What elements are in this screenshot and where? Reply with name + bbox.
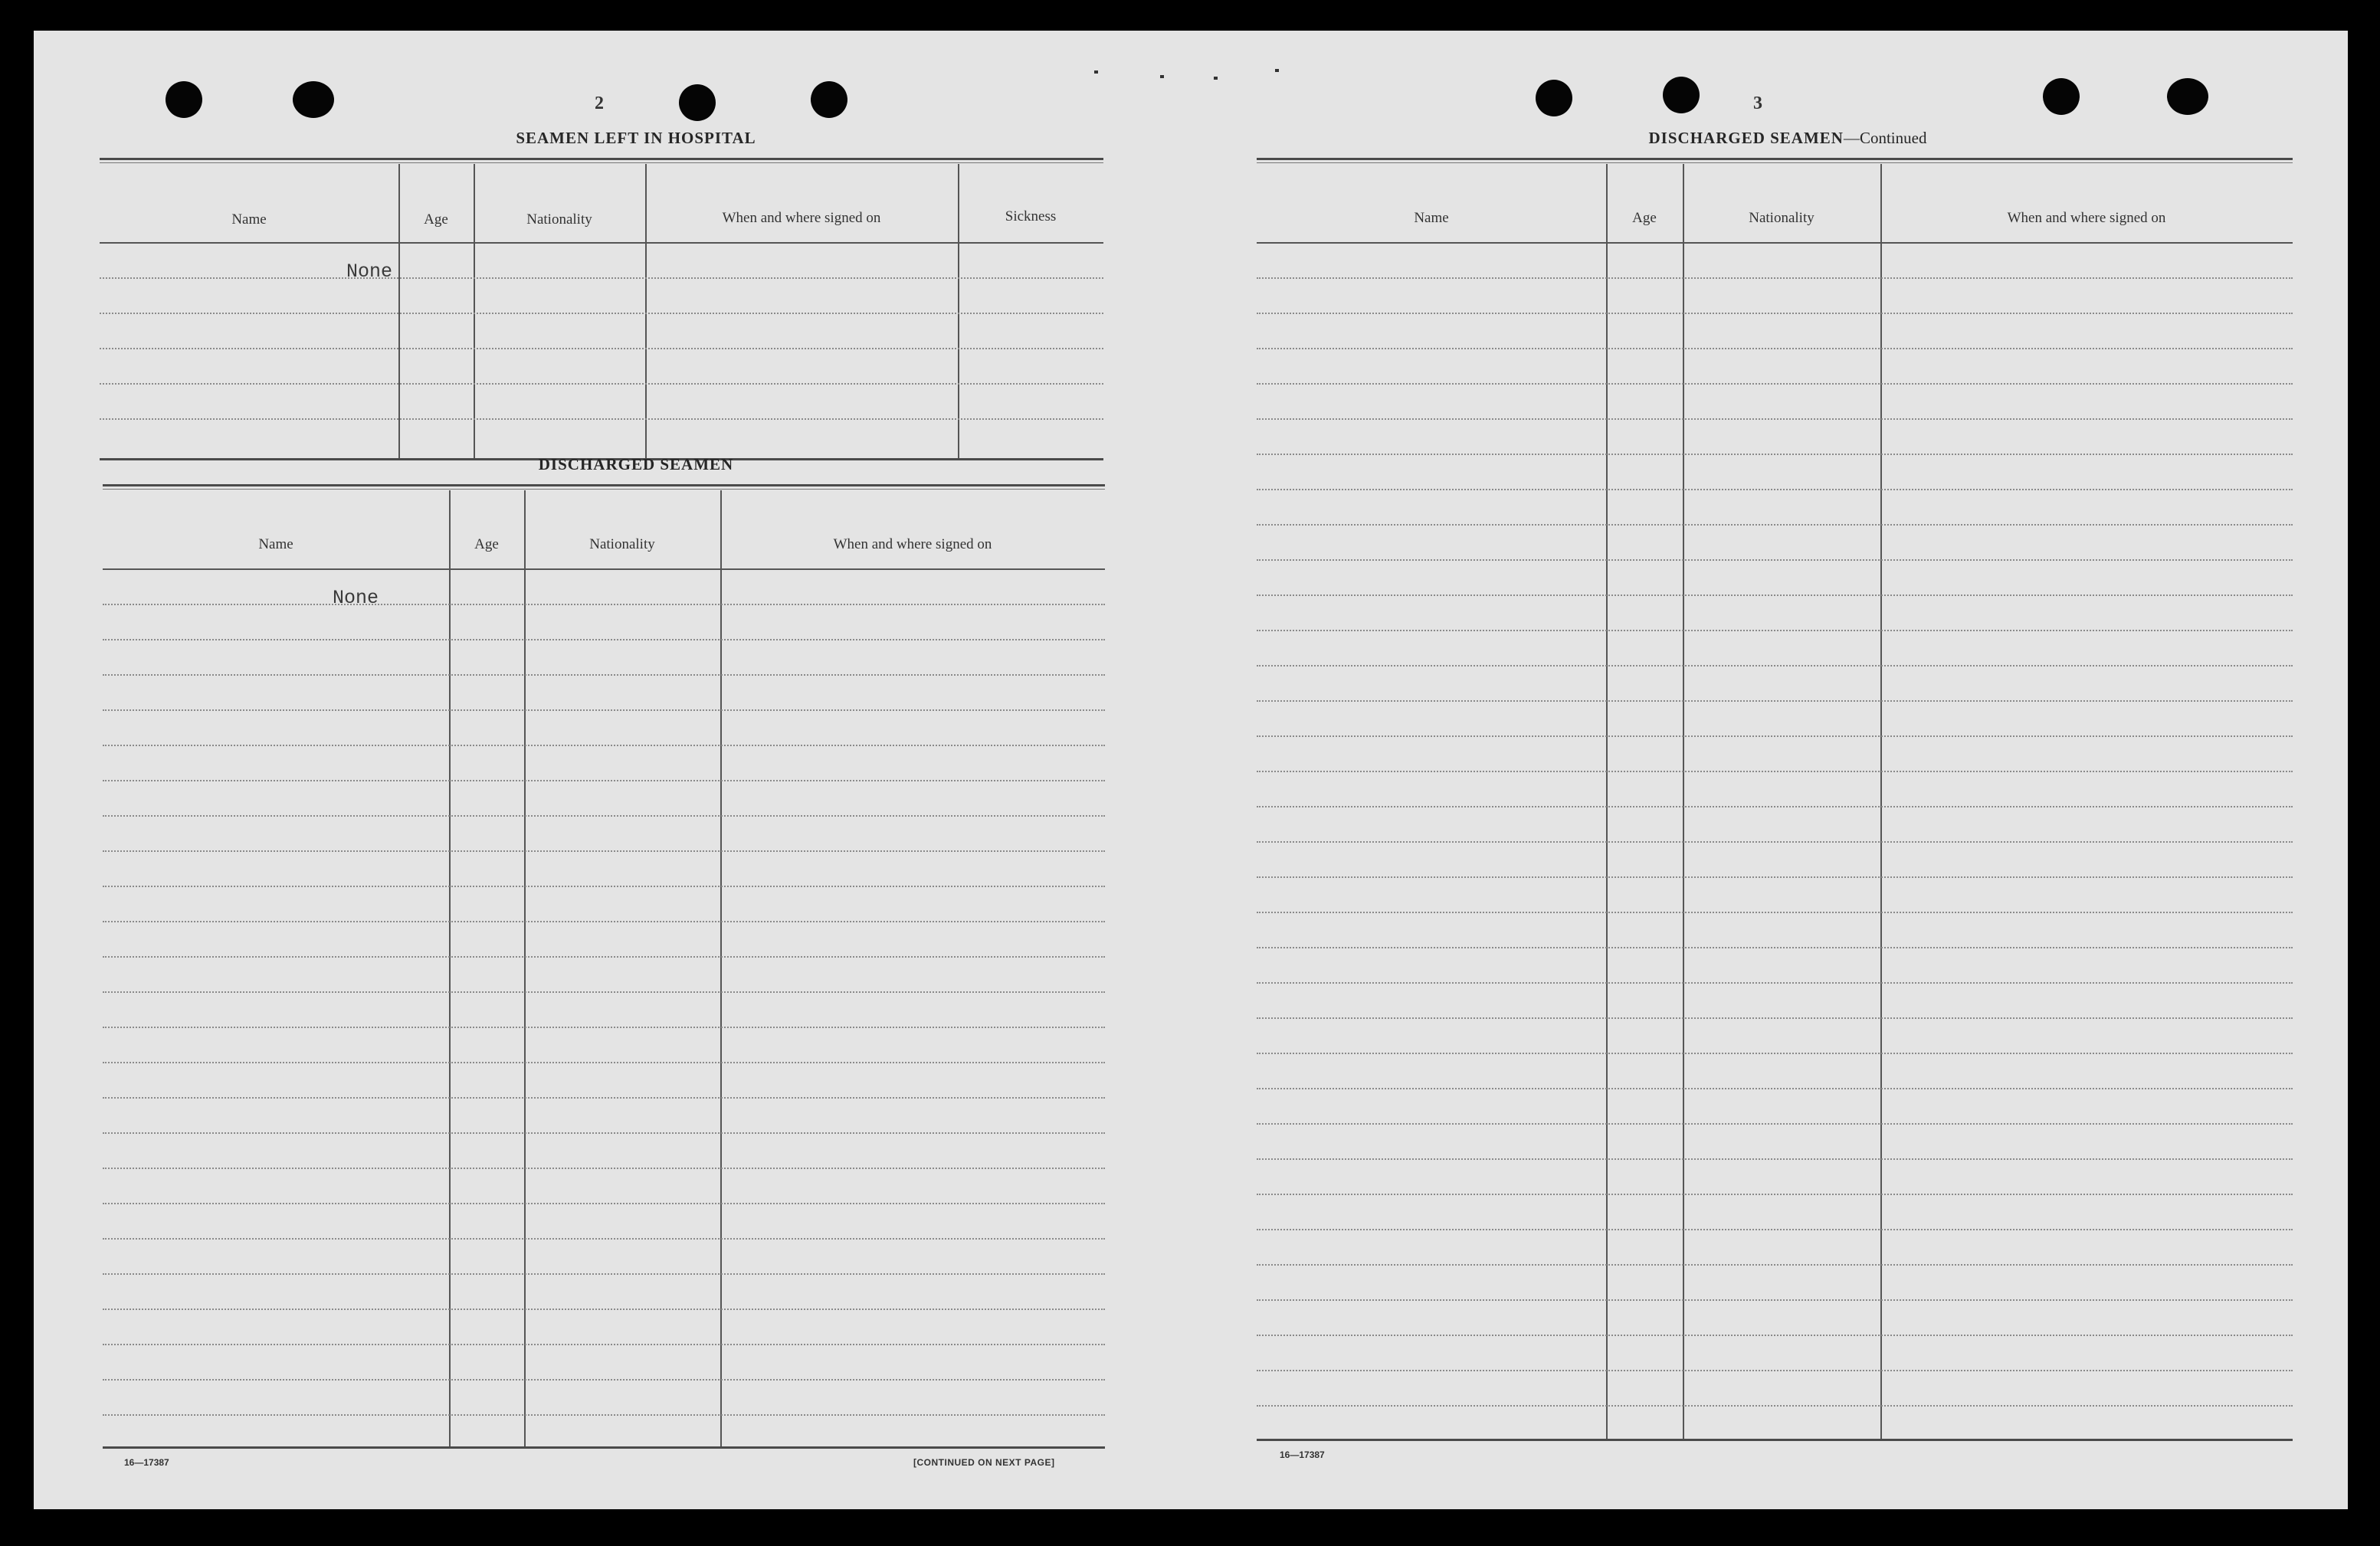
form-sheet bbox=[34, 31, 2348, 1509]
row-line bbox=[103, 1132, 1105, 1134]
column-header-name: Name bbox=[258, 536, 293, 552]
section-title-text: SEAMEN LEFT IN HOSPITAL bbox=[516, 129, 756, 147]
section-title-text: DISCHARGED SEAMEN bbox=[1648, 129, 1844, 147]
row-line bbox=[103, 1168, 1105, 1169]
row-line bbox=[1257, 912, 2293, 913]
row-line bbox=[1257, 841, 2293, 843]
row-line bbox=[100, 277, 1103, 279]
speck bbox=[1160, 75, 1164, 78]
row-line bbox=[103, 1414, 1105, 1416]
punch-hole bbox=[2043, 78, 2080, 115]
row-line bbox=[1257, 1017, 2293, 1019]
column-header-signed-on: When and where signed on bbox=[722, 210, 881, 226]
row-line bbox=[103, 850, 1105, 852]
row-line bbox=[103, 639, 1105, 640]
hospital-table bbox=[100, 158, 1103, 463]
row-line bbox=[1257, 806, 2293, 807]
row-line bbox=[1257, 277, 2293, 279]
row-line bbox=[1257, 665, 2293, 667]
row-line bbox=[103, 1097, 1105, 1099]
row-line bbox=[103, 709, 1105, 711]
row-line bbox=[1257, 771, 2293, 772]
row-line bbox=[100, 313, 1103, 314]
column-divider bbox=[449, 490, 451, 1446]
column-header-nationality: Nationality bbox=[526, 211, 592, 228]
row-line bbox=[1257, 454, 2293, 455]
section-title-suffix: —Continued bbox=[1843, 129, 1927, 147]
speck bbox=[1094, 70, 1098, 74]
punch-hole bbox=[166, 81, 202, 118]
row-line bbox=[103, 604, 1105, 605]
row-line bbox=[103, 1203, 1105, 1204]
table-rule bbox=[100, 162, 1103, 163]
row-line bbox=[1257, 1264, 2293, 1266]
discharged-table bbox=[103, 484, 1105, 1454]
section-title-discharged bbox=[100, 455, 1172, 474]
row-line bbox=[1257, 1194, 2293, 1195]
row-line bbox=[103, 1027, 1105, 1028]
column-header-nationality: Nationality bbox=[589, 536, 655, 552]
row-line bbox=[103, 886, 1105, 887]
column-header-signed-on: When and where signed on bbox=[2007, 210, 2166, 226]
row-line bbox=[103, 780, 1105, 781]
section-title-discharged-continued bbox=[1255, 129, 2320, 148]
row-line bbox=[103, 1309, 1105, 1310]
row-line bbox=[103, 1238, 1105, 1240]
row-line bbox=[1257, 418, 2293, 420]
form-code: 16—17387 bbox=[1280, 1449, 1325, 1460]
discharged-entry: None bbox=[333, 587, 379, 609]
row-line bbox=[1257, 1158, 2293, 1160]
row-line bbox=[1257, 559, 2293, 561]
punch-hole bbox=[2167, 78, 2208, 115]
table-rule bbox=[100, 158, 1103, 160]
row-line bbox=[1257, 1370, 2293, 1371]
row-line bbox=[1257, 947, 2293, 948]
row-line bbox=[103, 674, 1105, 676]
row-line bbox=[1257, 1335, 2293, 1336]
column-header-age: Age bbox=[424, 211, 448, 228]
column-header-age: Age bbox=[1632, 210, 1657, 226]
row-line bbox=[1257, 383, 2293, 385]
row-line bbox=[1257, 1123, 2293, 1125]
row-line bbox=[1257, 1405, 2293, 1407]
section-title-hospital bbox=[100, 129, 1172, 148]
table-rule bbox=[103, 1446, 1105, 1449]
row-line bbox=[100, 348, 1103, 349]
row-line bbox=[1257, 524, 2293, 526]
column-header-sickness: Sickness bbox=[1005, 208, 1057, 224]
discharged-continued-table bbox=[1257, 158, 2293, 1446]
table-rule bbox=[103, 484, 1105, 486]
column-header-age: Age bbox=[474, 536, 499, 552]
table-rule bbox=[1257, 158, 2293, 160]
row-line bbox=[100, 418, 1103, 420]
column-divider bbox=[1683, 164, 1684, 1439]
header-rule bbox=[1257, 242, 2293, 244]
page-number: 3 bbox=[1753, 93, 1762, 113]
column-divider bbox=[720, 490, 722, 1446]
row-line bbox=[103, 1062, 1105, 1063]
punch-hole bbox=[811, 81, 847, 118]
punch-hole bbox=[1536, 80, 1572, 116]
row-line bbox=[103, 991, 1105, 993]
column-header-name: Name bbox=[231, 211, 267, 228]
row-line bbox=[1257, 594, 2293, 596]
row-line bbox=[1257, 630, 2293, 631]
table-rule bbox=[1257, 162, 2293, 163]
row-line bbox=[1257, 489, 2293, 490]
row-line bbox=[103, 1273, 1105, 1275]
row-line bbox=[1257, 1229, 2293, 1230]
header-rule bbox=[100, 242, 1103, 244]
speck bbox=[1275, 69, 1279, 72]
column-divider bbox=[398, 164, 400, 458]
column-divider bbox=[1606, 164, 1608, 1439]
row-line bbox=[100, 383, 1103, 385]
row-line bbox=[1257, 348, 2293, 349]
page-number: 2 bbox=[595, 93, 604, 113]
row-line bbox=[1257, 1053, 2293, 1054]
row-line bbox=[103, 815, 1105, 817]
form-code: 16—17387 bbox=[124, 1457, 169, 1468]
column-divider bbox=[474, 164, 475, 458]
header-rule bbox=[103, 568, 1105, 570]
table-rule bbox=[103, 489, 1105, 490]
continued-note: [CONTINUED ON NEXT PAGE] bbox=[913, 1457, 1055, 1468]
row-line bbox=[103, 1344, 1105, 1345]
table-rule bbox=[1257, 1439, 2293, 1441]
row-line bbox=[1257, 1088, 2293, 1089]
punch-hole bbox=[1663, 77, 1700, 113]
column-header-name: Name bbox=[1414, 210, 1449, 226]
column-divider bbox=[524, 490, 526, 1446]
row-line bbox=[103, 956, 1105, 958]
row-line bbox=[1257, 700, 2293, 702]
hospital-entry: None bbox=[346, 260, 393, 283]
section-title-text: DISCHARGED SEAMEN bbox=[538, 455, 734, 473]
row-line bbox=[1257, 1299, 2293, 1301]
row-line bbox=[1257, 982, 2293, 984]
row-line bbox=[103, 745, 1105, 746]
column-divider bbox=[645, 164, 647, 458]
row-line bbox=[103, 921, 1105, 922]
column-header-signed-on: When and where signed on bbox=[833, 536, 992, 552]
speck bbox=[1214, 77, 1218, 80]
row-line bbox=[103, 1379, 1105, 1381]
row-line bbox=[1257, 876, 2293, 878]
punch-hole bbox=[293, 81, 334, 118]
row-line bbox=[1257, 735, 2293, 737]
column-divider bbox=[1880, 164, 1882, 1439]
row-line bbox=[1257, 313, 2293, 314]
column-header-nationality: Nationality bbox=[1749, 210, 1815, 226]
punch-hole bbox=[679, 84, 716, 121]
